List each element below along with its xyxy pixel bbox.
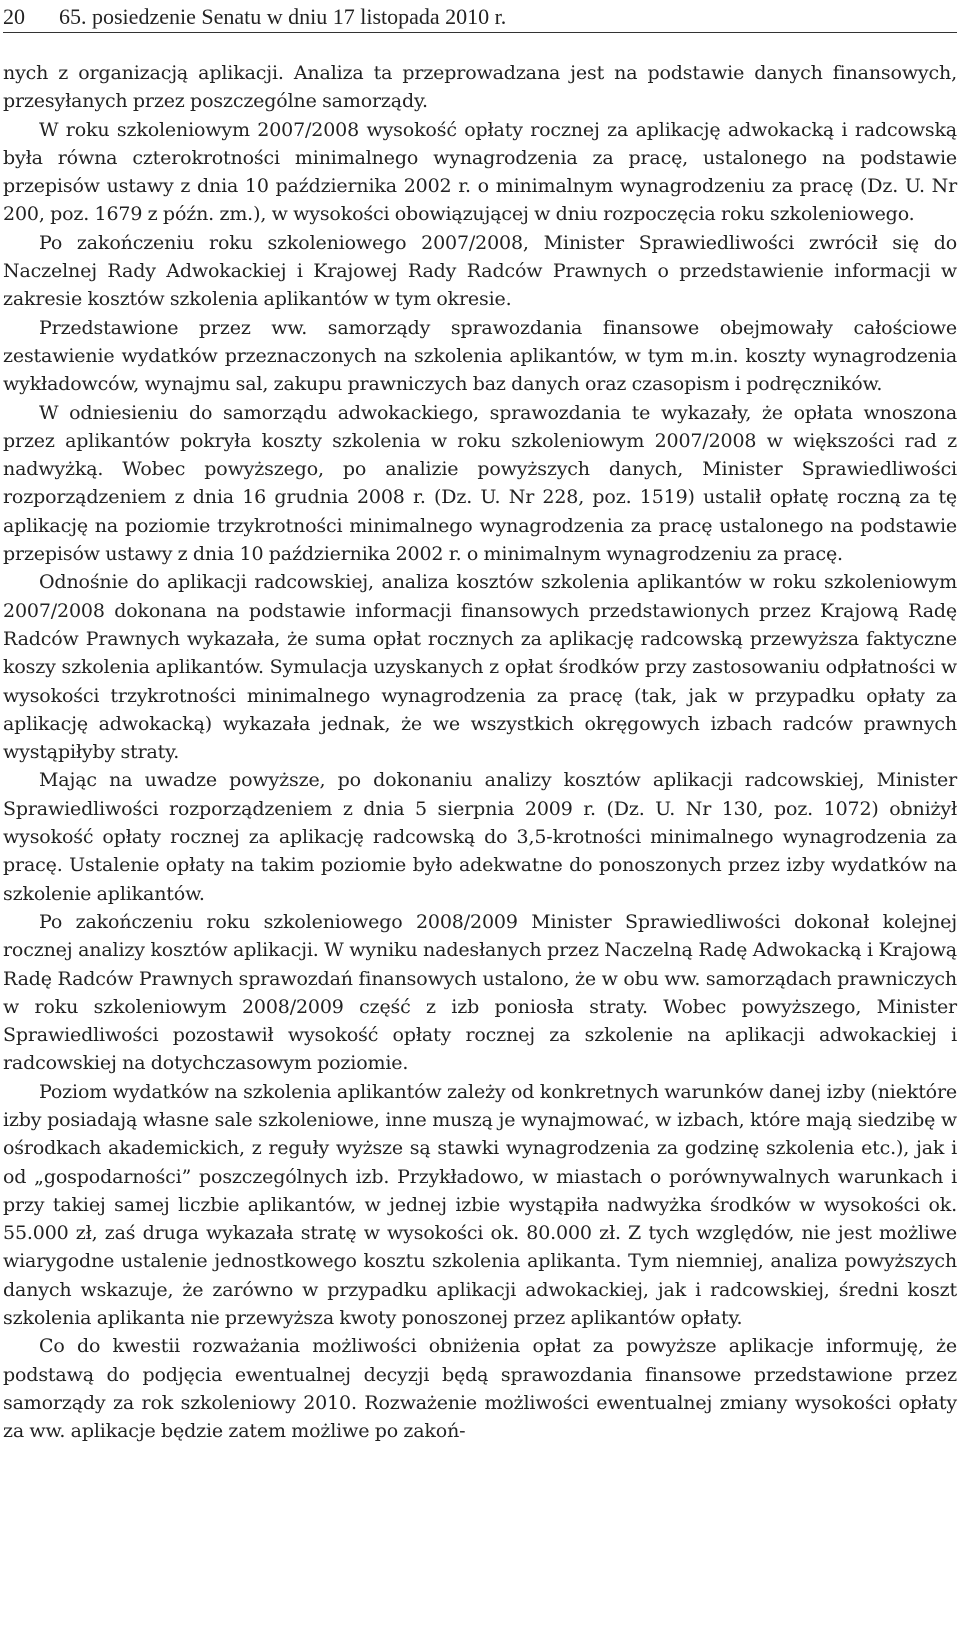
paragraph: Co do kwestii rozważania możliwości obniżenia opłat za powyższe aplikacje informuję, że podstawą do podjęcia ewentualnej decyzji będą sprawozdania finansowe przedstawione przez samorządy za rok szkoleniowy 2010. Rozważenie możliwości ewentualnej zmiany wysokości opłaty za ww. aplikacje będzie zatem możliwe po zakoń-: [3, 1335, 957, 1443]
header-title: 65. posiedzenie Senatu w dniu 17 listopada 2010 r.: [59, 4, 507, 29]
paragraph: Po zakończeniu roku szkoleniowego 2008/2009 Minister Sprawiedliwości dokonał kolejnej rocznej analizy kosztów aplikacji. W wyniku nadesłanych przez Naczelną Radę Adwokacką i Krajową Radę Radców Prawnych sprawozdań finansowych ustalono, że w obu ww. samorządach prawniczych w roku szkoleniowym 2008/2009 część z izb poniosła straty. Wobec powyższego, Minister Sprawiedliwości pozostawił wysokość opłaty rocznej za szkolenie na aplikacji adwokackiej i radcowskiej na dotychczasowym poziomie.: [3, 910, 957, 1075]
paragraph-continued: nych z organizacją aplikacji. Analiza ta przeprowadzana jest na podstawie danych finansowych, przesyłanych przez poszczególne samorządy.: [3, 62, 957, 113]
running-header: [3, 4, 957, 33]
paragraph: W roku szkoleniowym 2007/2008 wysokość opłaty rocznej za aplikację adwokacką i radcowską była równa czterokrotności minimalnego wynagrodzenia za pracę, ustalonego na podstawie przepisów ustawy z dnia 10 października 2002 r. o minimalnym wynagrodzeniu za pracę (Dz. U. Nr 200, poz. 1679 z późn. zm.), w wysokości obowiązującej w dniu rozpoczęcia roku szkoleniowego.: [3, 118, 957, 226]
paragraph: W odniesieniu do samorządu adwokackiego, sprawozdania te wykazały, że opłata wnoszona przez aplikantów pokryła koszty szkolenia w roku szkoleniowym 2007/2008 w większości rad z nadwyżką. Wobec powyższego, po analizie powyższych danych, Minister Sprawiedliwości rozporządzeniem z dnia 16 grudnia 2008 r. (Dz. U. Nr 228, poz. 1519) ustalił opłatę roczną za tę aplikację na poziomie trzykrotności minimalnego wynagrodzenia za pracę ustalonego na podstawie przepisów ustawy z dnia 10 października 2002 r. o minimalnym wynagrodzeniu za pracę.: [3, 401, 957, 566]
paragraph: Odnośnie do aplikacji radcowskiej, analiza kosztów szkolenia aplikantów w roku szkoleniowym 2007/2008 dokonana na podstawie informacji finansowych przedstawionych przez Krajową Radę Radców Prawnych wykazała, że suma opłat rocznych za aplikację radcowską przewyższa faktyczne koszy szkolenia aplikantów. Symulacja uzyskanych z opłat środków przy zastosowaniu odpłatności w wysokości trzykrotności minimalnego wynagrodzenia za pracę (tak, jak w przypadku opłaty za aplikację adwokacką) wykazała jednak, że we wszystkich okręgowych izbach radców prawnych wystąpiłyby straty.: [3, 571, 957, 764]
paragraph: Poziom wydatków na szkolenia aplikantów zależy od konkretnych warunków danej izby (niektóre izby posiadają własne sale szkoleniowe, inne muszą je wynajmować, w izbach, które mają siedzibę w ośrodkach akademickich, z reguły wyższe są stawki wynagrodzenia za godzinę szkolenia etc.), jak i od „gospodarności” poszczególnych izb. Przykładowo, w miastach o porównywalnych warunkach i przy takiej samej liczbie aplikantów, w jednej izbie wystąpiła nadwyżka środków w wysokości ok. 55.000 zł, zaś druga wykazała stratę w wysokości ok. 80.000 zł. Z tych względów, nie jest możliwe wiarygodne ustalenie jednostkowego kosztu szkolenia aplikanta. Tym niemniej, analiza powyższych danych wskazuje, że zarówno w przypadku aplikacji adwokackiej, jak i radcowskiej, średni koszt szkolenia aplikanta nie przewyższa kwoty ponoszonej przez aplikantów opłaty.: [3, 1080, 957, 1330]
paragraph: Przedstawione przez ww. samorządy sprawozdania finansowe obejmowały całościowe zestawienie wydatków przeznaczonych na szkolenia aplikantów, w tym m.in. koszty wynagrodzenia wykładowców, wynajmu sal, zakupu prawniczych baz danych oraz czasopism i podręczników.: [3, 316, 957, 396]
paragraph: Po zakończeniu roku szkoleniowego 2007/2008, Minister Sprawiedliwości zwrócił się do Naczelnej Rady Adwokackiej i Krajowej Rady Radców Prawnych o przedstawienie informacji w zakresie kosztów szkolenia aplikantów w tym okresie.: [3, 231, 957, 311]
paragraph: Mając na uwadze powyższe, po dokonaniu analizy kosztów aplikacji radcowskiej, Minister Sprawiedliwości rozporządzeniem z dnia 5 sierpnia 2009 r. (Dz. U. Nr 130, poz. 1072) obniżył wysokość opłaty rocznej za aplikację radcowską do 3,5-krotności minimalnego wynagrodzenia za pracę. Ustalenie opłaty na takim poziomie było adekwatne do ponoszonych przez izby wydatków na szkolenie aplikantów.: [3, 769, 957, 905]
page-number: 20: [3, 4, 25, 29]
document-body: [3, 59, 957, 1446]
